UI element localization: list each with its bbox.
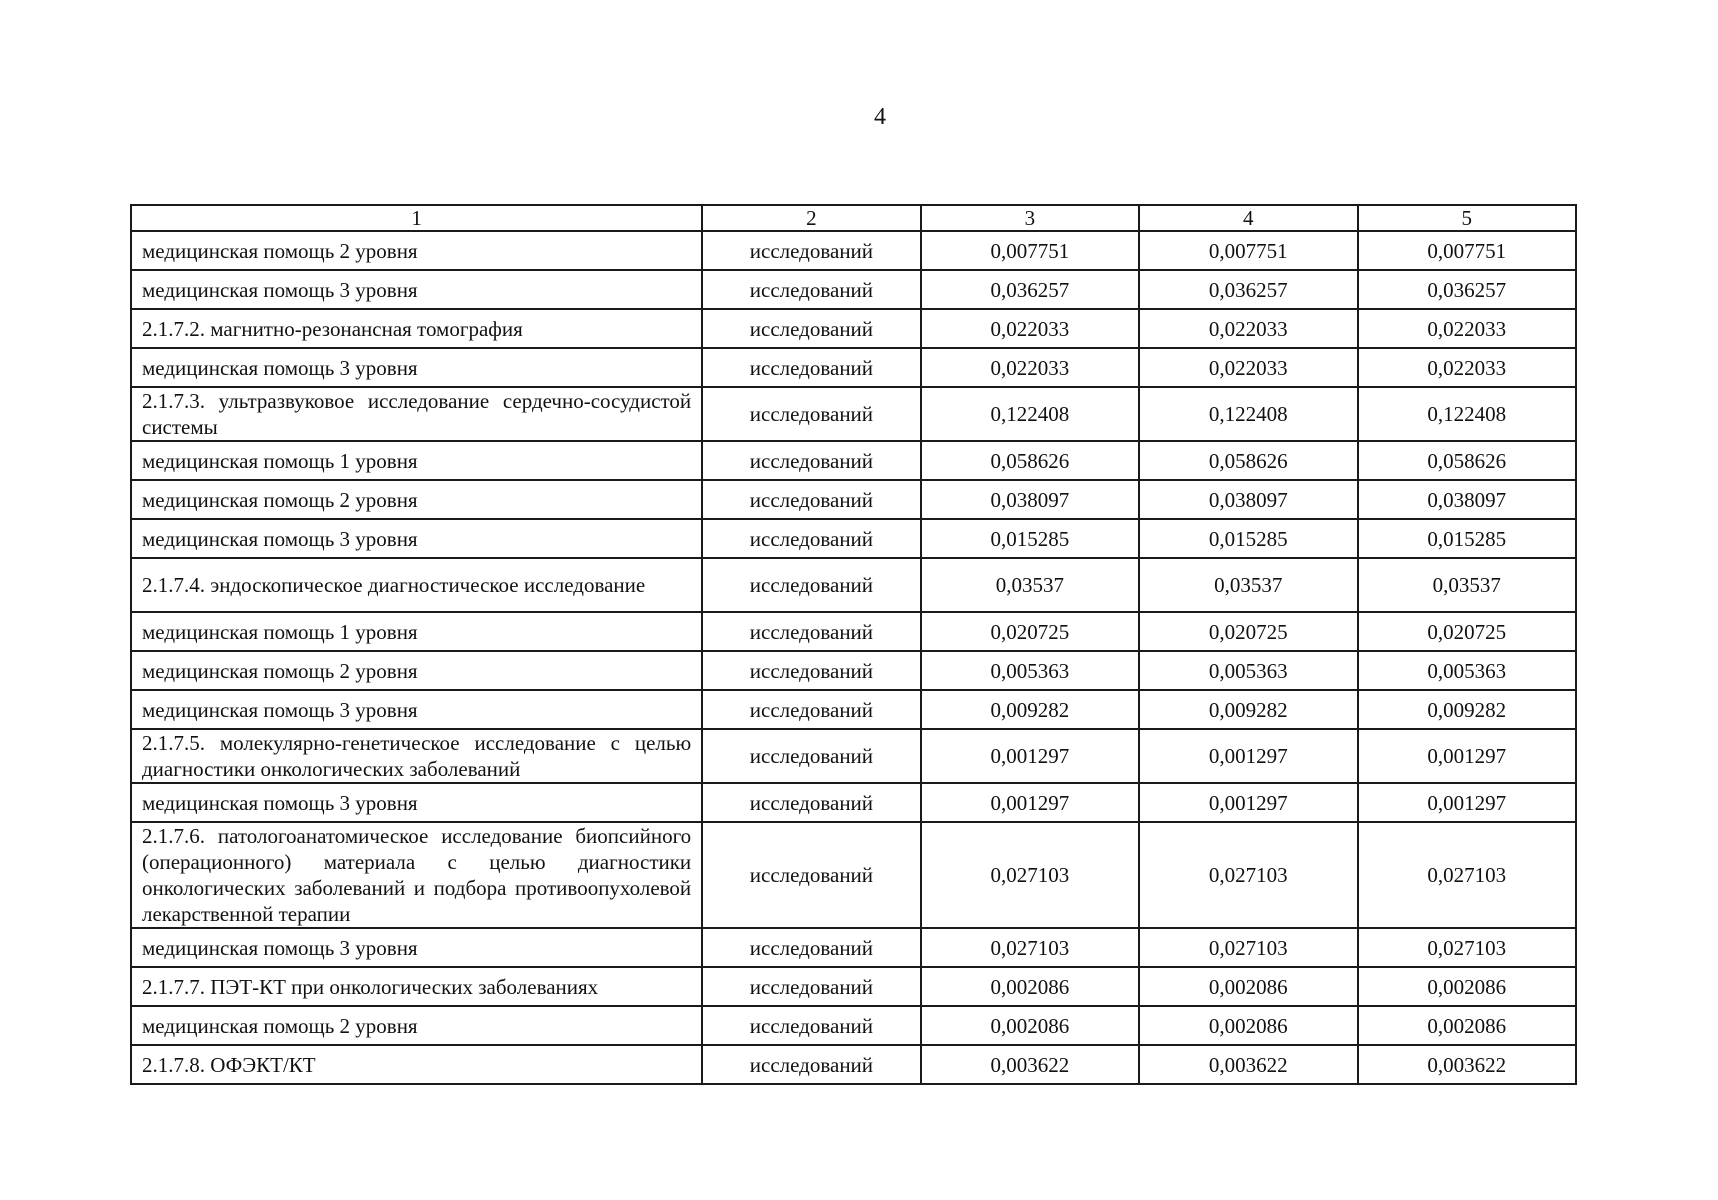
- row-value-col4: 0,015285: [1139, 519, 1357, 558]
- row-unit: исследований: [702, 519, 920, 558]
- table-row: [131, 1006, 1576, 1045]
- row-label: медицинская помощь 1 уровня: [131, 612, 702, 651]
- row-value-col4: 0,005363: [1139, 651, 1357, 690]
- row-label: медицинская помощь 3 уровня: [131, 783, 702, 822]
- row-value-col4: 0,036257: [1139, 270, 1357, 309]
- table-row: [131, 822, 1576, 928]
- row-label: медицинская помощь 3 уровня: [131, 348, 702, 387]
- row-value-col3: 0,002086: [921, 1006, 1139, 1045]
- row-label: 2.1.7.5. молекулярно-генетическое исследование с целью диагностики онкологических заболеваний: [131, 729, 702, 783]
- row-unit: исследований: [702, 729, 920, 783]
- row-label: 2.1.7.8. ОФЭКТ/КТ: [131, 1045, 702, 1084]
- row-label: медицинская помощь 3 уровня: [131, 690, 702, 729]
- row-value-col3: 0,001297: [921, 729, 1139, 783]
- row-value-col5: 0,002086: [1358, 1006, 1576, 1045]
- table-row: [131, 928, 1576, 967]
- table-row: [131, 441, 1576, 480]
- row-value-col5: 0,009282: [1358, 690, 1576, 729]
- row-unit: исследований: [702, 783, 920, 822]
- row-value-col4: 0,022033: [1139, 348, 1357, 387]
- column-header-2: 2: [702, 205, 920, 231]
- row-value-col5: 0,015285: [1358, 519, 1576, 558]
- row-value-col5: 0,027103: [1358, 928, 1576, 967]
- table-row: [131, 270, 1576, 309]
- row-label: медицинская помощь 3 уровня: [131, 928, 702, 967]
- row-label: 2.1.7.2. магнитно-резонансная томография: [131, 309, 702, 348]
- row-unit: исследований: [702, 651, 920, 690]
- table-row: [131, 480, 1576, 519]
- row-unit: исследований: [702, 441, 920, 480]
- row-unit: исследований: [702, 270, 920, 309]
- column-header-1: 1: [131, 205, 702, 231]
- column-header-4: 4: [1139, 205, 1357, 231]
- row-value-col5: 0,005363: [1358, 651, 1576, 690]
- row-value-col3: 0,022033: [921, 348, 1139, 387]
- row-value-col3: 0,058626: [921, 441, 1139, 480]
- row-value-col3: 0,003622: [921, 1045, 1139, 1084]
- table-row: [131, 651, 1576, 690]
- row-value-col5: 0,001297: [1358, 783, 1576, 822]
- table-row: [131, 519, 1576, 558]
- row-label: медицинская помощь 3 уровня: [131, 519, 702, 558]
- row-value-col5: 0,022033: [1358, 309, 1576, 348]
- table-row: [131, 690, 1576, 729]
- row-value-col3: 0,005363: [921, 651, 1139, 690]
- table-row: [131, 387, 1576, 441]
- row-unit: исследований: [702, 1045, 920, 1084]
- row-value-col5: 0,036257: [1358, 270, 1576, 309]
- table-row: [131, 1045, 1576, 1084]
- row-value-col3: 0,007751: [921, 231, 1139, 270]
- row-value-col4: 0,003622: [1139, 1045, 1357, 1084]
- row-value-col5: 0,122408: [1358, 387, 1576, 441]
- column-header-5: 5: [1358, 205, 1576, 231]
- row-label: медицинская помощь 1 уровня: [131, 441, 702, 480]
- row-value-col4: 0,001297: [1139, 729, 1357, 783]
- row-label: медицинская помощь 2 уровня: [131, 231, 702, 270]
- row-value-col3: 0,020725: [921, 612, 1139, 651]
- row-value-col4: 0,002086: [1139, 1006, 1357, 1045]
- table-row: [131, 558, 1576, 612]
- row-unit: исследований: [702, 309, 920, 348]
- row-value-col5: 0,001297: [1358, 729, 1576, 783]
- row-value-col5: 0,007751: [1358, 231, 1576, 270]
- data-table: [130, 204, 1577, 1085]
- column-header-3: 3: [921, 205, 1139, 231]
- table-row: [131, 309, 1576, 348]
- table-row: [131, 729, 1576, 783]
- row-value-col4: 0,03537: [1139, 558, 1357, 612]
- row-value-col3: 0,022033: [921, 309, 1139, 348]
- row-value-col4: 0,007751: [1139, 231, 1357, 270]
- row-unit: исследований: [702, 967, 920, 1006]
- table-row: [131, 348, 1576, 387]
- row-value-col4: 0,020725: [1139, 612, 1357, 651]
- table-row: [131, 967, 1576, 1006]
- row-value-col5: 0,058626: [1358, 441, 1576, 480]
- row-label: 2.1.7.4. эндоскопическое диагностическое исследование: [131, 558, 702, 612]
- table-row: [131, 612, 1576, 651]
- row-value-col4: 0,027103: [1139, 928, 1357, 967]
- row-value-col3: 0,001297: [921, 783, 1139, 822]
- row-unit: исследований: [702, 231, 920, 270]
- row-unit: исследований: [702, 928, 920, 967]
- row-unit: исследований: [702, 1006, 920, 1045]
- row-unit: исследований: [702, 690, 920, 729]
- row-unit: исследований: [702, 822, 920, 928]
- row-value-col3: 0,002086: [921, 967, 1139, 1006]
- row-value-col5: 0,020725: [1358, 612, 1576, 651]
- row-unit: исследований: [702, 387, 920, 441]
- row-value-col5: 0,027103: [1358, 822, 1576, 928]
- row-label: медицинская помощь 3 уровня: [131, 270, 702, 309]
- row-unit: исследований: [702, 612, 920, 651]
- row-value-col3: 0,015285: [921, 519, 1139, 558]
- table-row: [131, 783, 1576, 822]
- row-value-col4: 0,122408: [1139, 387, 1357, 441]
- row-value-col4: 0,058626: [1139, 441, 1357, 480]
- row-value-col3: 0,036257: [921, 270, 1139, 309]
- row-value-col4: 0,009282: [1139, 690, 1357, 729]
- row-value-col4: 0,027103: [1139, 822, 1357, 928]
- row-value-col3: 0,027103: [921, 822, 1139, 928]
- row-label: 2.1.7.6. патологоанатомическое исследование биопсийного (операционного) материала с целью диагностики онкологических заболеваний и подбора противоопухолевой лекарственной терапии: [131, 822, 702, 928]
- row-value-col3: 0,122408: [921, 387, 1139, 441]
- row-value-col4: 0,002086: [1139, 967, 1357, 1006]
- table-row: [131, 231, 1576, 270]
- row-value-col5: 0,03537: [1358, 558, 1576, 612]
- row-label: 2.1.7.3. ультразвуковое исследование сердечно-сосудистой системы: [131, 387, 702, 441]
- row-label: медицинская помощь 2 уровня: [131, 480, 702, 519]
- row-value-col3: 0,027103: [921, 928, 1139, 967]
- row-value-col5: 0,022033: [1358, 348, 1576, 387]
- row-value-col4: 0,001297: [1139, 783, 1357, 822]
- row-label: 2.1.7.7. ПЭТ-КТ при онкологических заболеваниях: [131, 967, 702, 1006]
- row-value-col4: 0,022033: [1139, 309, 1357, 348]
- row-value-col3: 0,038097: [921, 480, 1139, 519]
- row-label: медицинская помощь 2 уровня: [131, 651, 702, 690]
- row-value-col4: 0,038097: [1139, 480, 1357, 519]
- row-value-col5: 0,003622: [1358, 1045, 1576, 1084]
- row-unit: исследований: [702, 348, 920, 387]
- row-value-col5: 0,002086: [1358, 967, 1576, 1006]
- row-unit: исследований: [702, 558, 920, 612]
- row-unit: исследований: [702, 480, 920, 519]
- row-value-col5: 0,038097: [1358, 480, 1576, 519]
- page-number: 4: [874, 104, 886, 130]
- table-header-row: [131, 205, 1576, 231]
- row-value-col3: 0,03537: [921, 558, 1139, 612]
- row-label: медицинская помощь 2 уровня: [131, 1006, 702, 1045]
- row-value-col3: 0,009282: [921, 690, 1139, 729]
